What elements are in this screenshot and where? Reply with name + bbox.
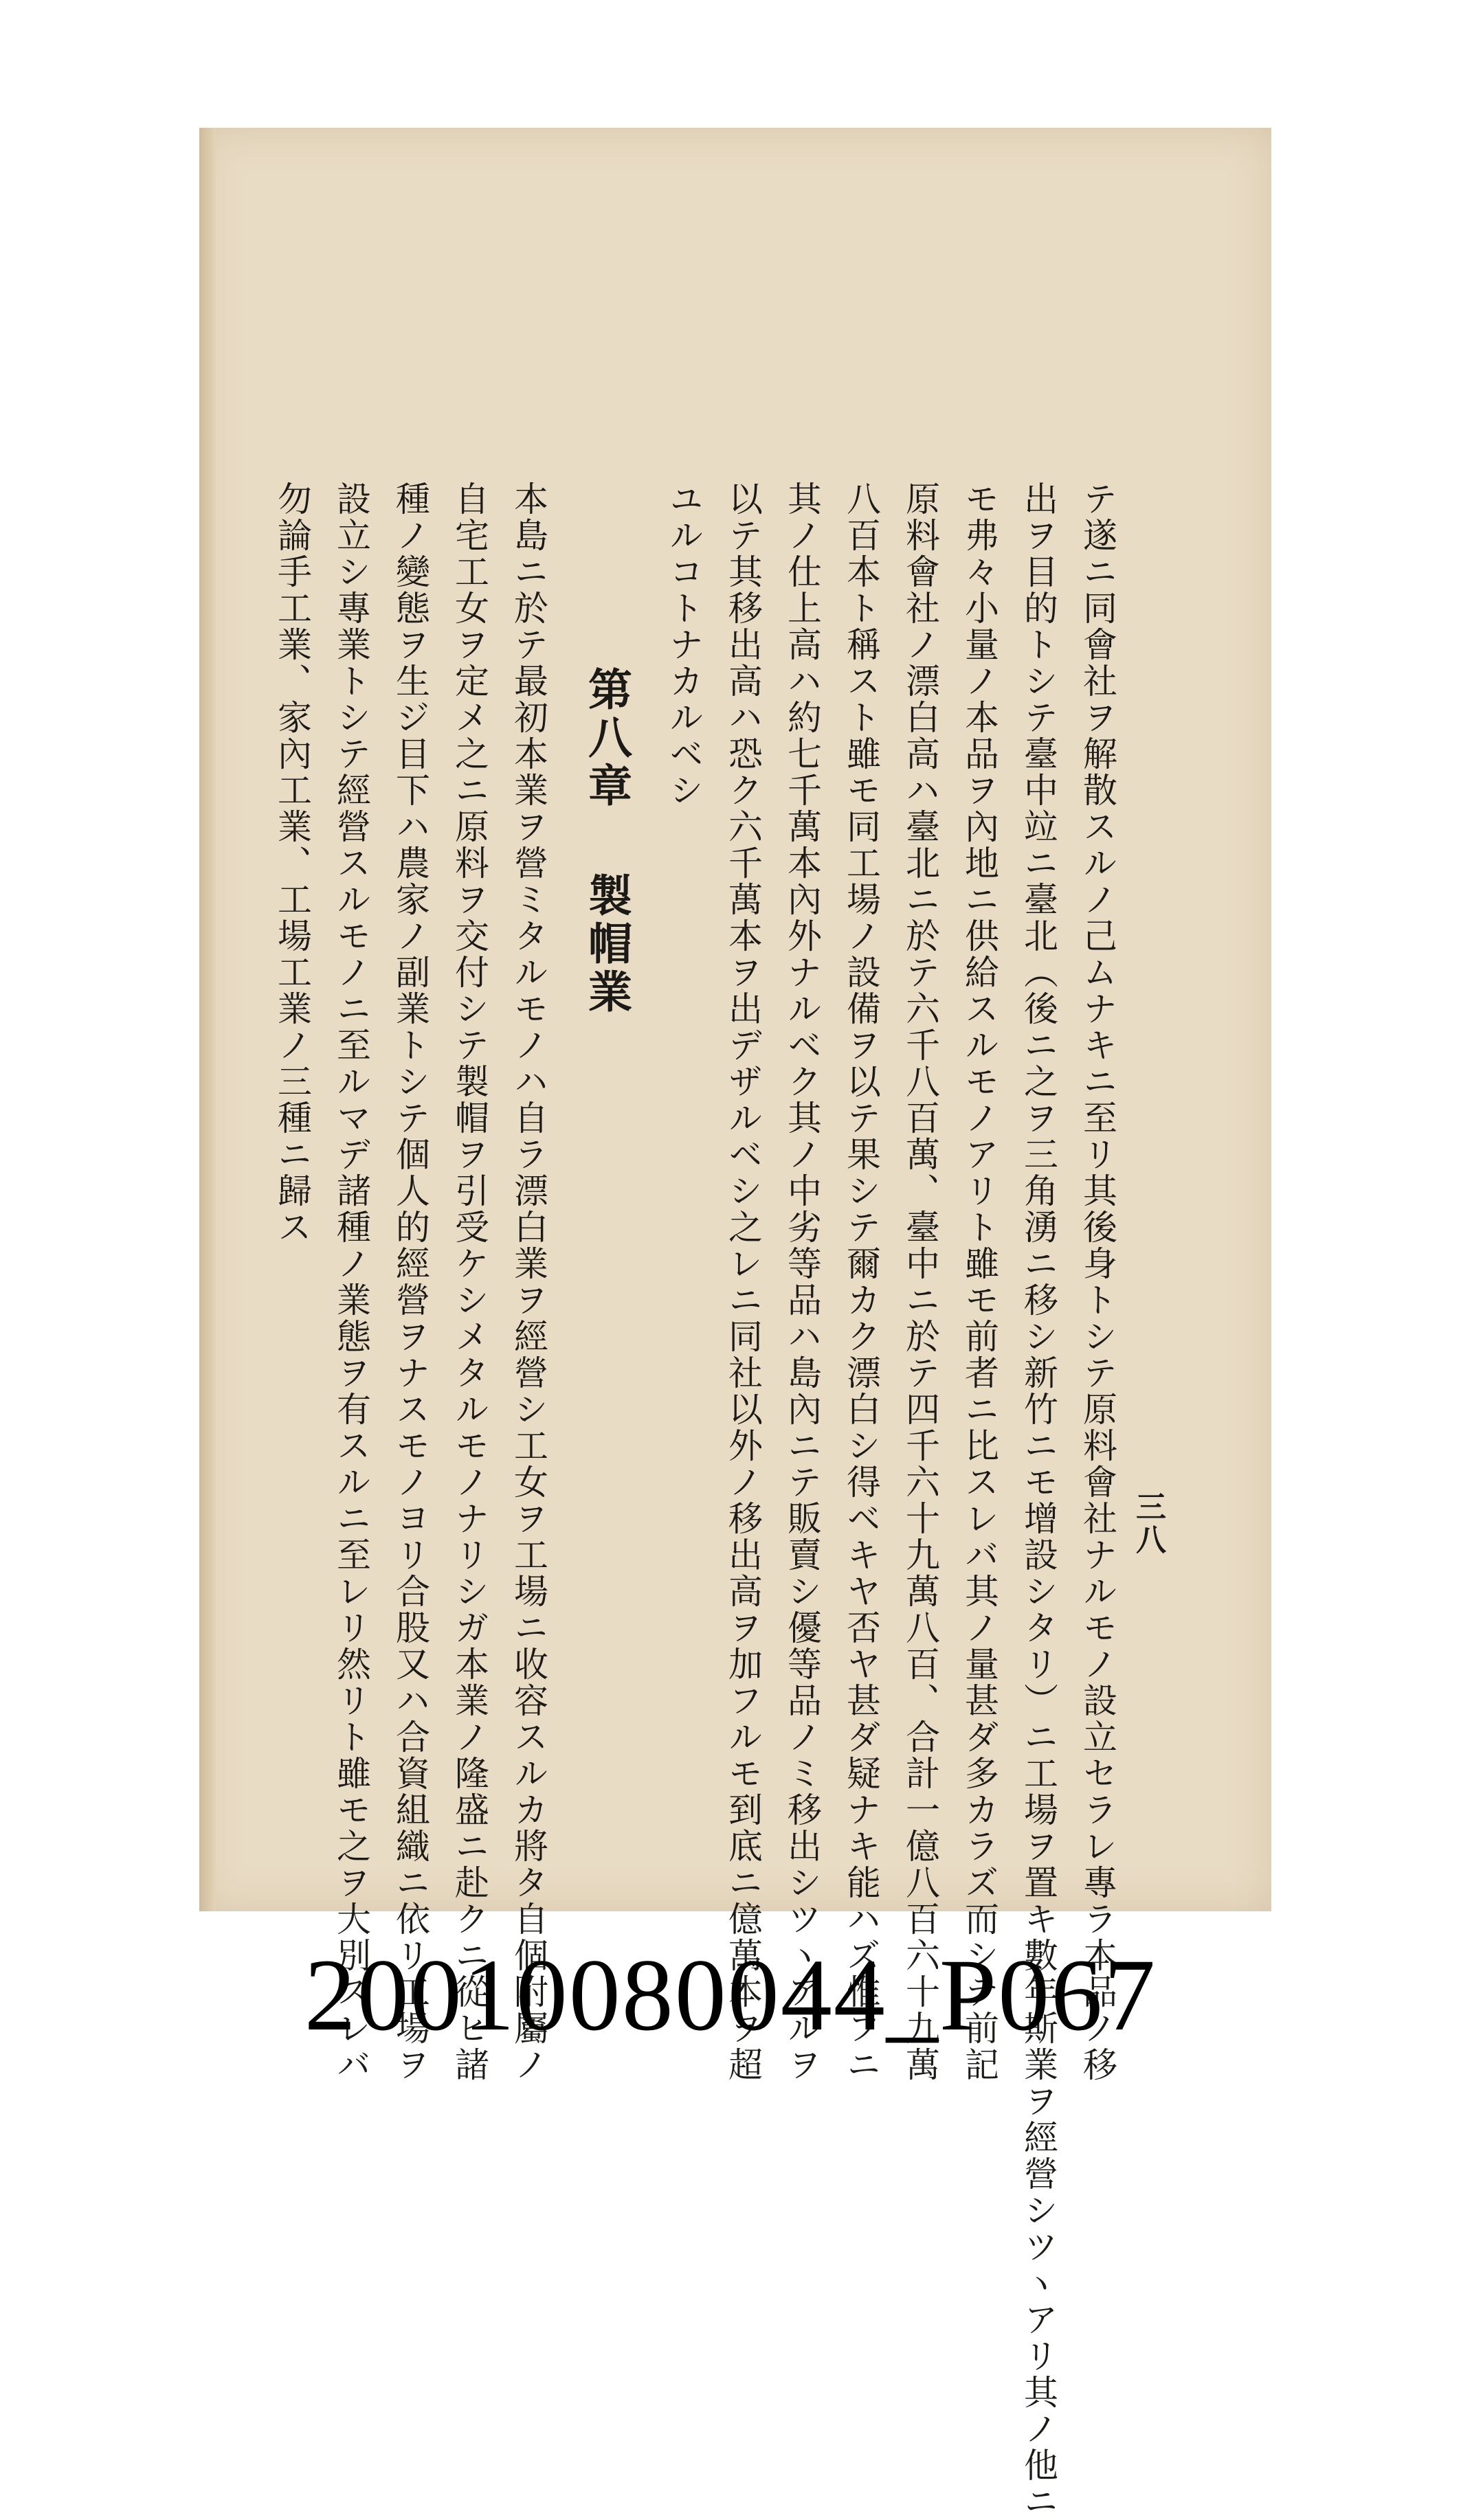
chapter-heading xyxy=(558,666,654,1882)
text-column-12: 設立シ專業トシテ經營スルモノニ至ルマデ諸種ノ業態ヲ有スルニ至レリ然リト雖モ之ヲ大別スレバ xyxy=(331,481,371,2083)
image-id-caption: 20010080044_P067 xyxy=(304,1938,1157,2052)
chapter-number: 第八章 xyxy=(581,666,632,811)
text-column-13: 勿論手工業、家內工業、工場工業ノ三種ニ歸ス xyxy=(272,481,312,1246)
chapter-title: 製帽業 xyxy=(581,873,632,1017)
page-binding-edge xyxy=(199,128,216,1911)
page-number: 三八 xyxy=(1130,1491,1166,1557)
text-column-5: 八百本ト稱スト雖モ同工場ノ設備ヲ以テ果シテ爾カク漂白シ得ベキヤ否ヤ甚ダ疑ナキ能ハズ惟フニ xyxy=(841,481,881,2083)
text-column-9: 本島ニ於テ最初本業ヲ營ミタルモノハ自ラ漂白業ヲ經營シ工女ヲ工場ニ收容スルカ將タ自個附屬ノ xyxy=(509,481,548,2083)
text-column-10: 自宅工女ヲ定メ之ニ原料ヲ交付シテ製帽ヲ引受ケシメタルモノナリシガ本業ノ隆盛ニ赴クニ從ヒ諸 xyxy=(449,481,489,2083)
text-column-8: ユルコトナカルベシ xyxy=(664,481,704,809)
text-column-1: テ遂ニ同會社ヲ解散スルノ己ムナキニ至リ其後身トシテ原料會社ナルモノ設立セラレ專ラ本品ノ移 xyxy=(1078,481,1117,2083)
text-column-7: 以テ其移出高ハ恐ク六千萬本ヲ出デザルベシ之レニ同社以外ノ移出高ヲ加フルモ到底ニ億萬本ヲ超 xyxy=(723,481,763,2083)
text-column-3: モ弗々小量ノ本品ヲ內地ニ供給スルモノアリト雖モ前者ニ比スレバ其ノ量甚ダ多カラズ而シテ前記 xyxy=(959,481,999,2083)
text-column-6: 其ノ仕上高ハ約七千萬本內外ナルベク其ノ中劣等品ハ島內ニテ販賣シ優等品ノミ移出シツヽアルヲ xyxy=(782,481,822,2083)
text-column-11: 種ノ變態ヲ生ジ目下ハ農家ノ副業トシテ個人的經營ヲナスモノヨリ合股又ハ合資組織ニ依リ工場ヲ xyxy=(390,481,430,2083)
text-column-4: 原料會社ノ漂白高ハ臺北ニ於テ六千八百萬、臺中ニ於テ四千六十九萬八百、合計一億八百六十九萬 xyxy=(900,481,940,2083)
text-column-2: 出ヲ目的トシテ臺中竝ニ臺北（後ニ之ヲ三角湧ニ移シ新竹ニモ增設シタリ）ニ工場ヲ置キ數年斯業ヲ經營シツヽアリ其ノ他ニ xyxy=(1018,481,1058,2520)
